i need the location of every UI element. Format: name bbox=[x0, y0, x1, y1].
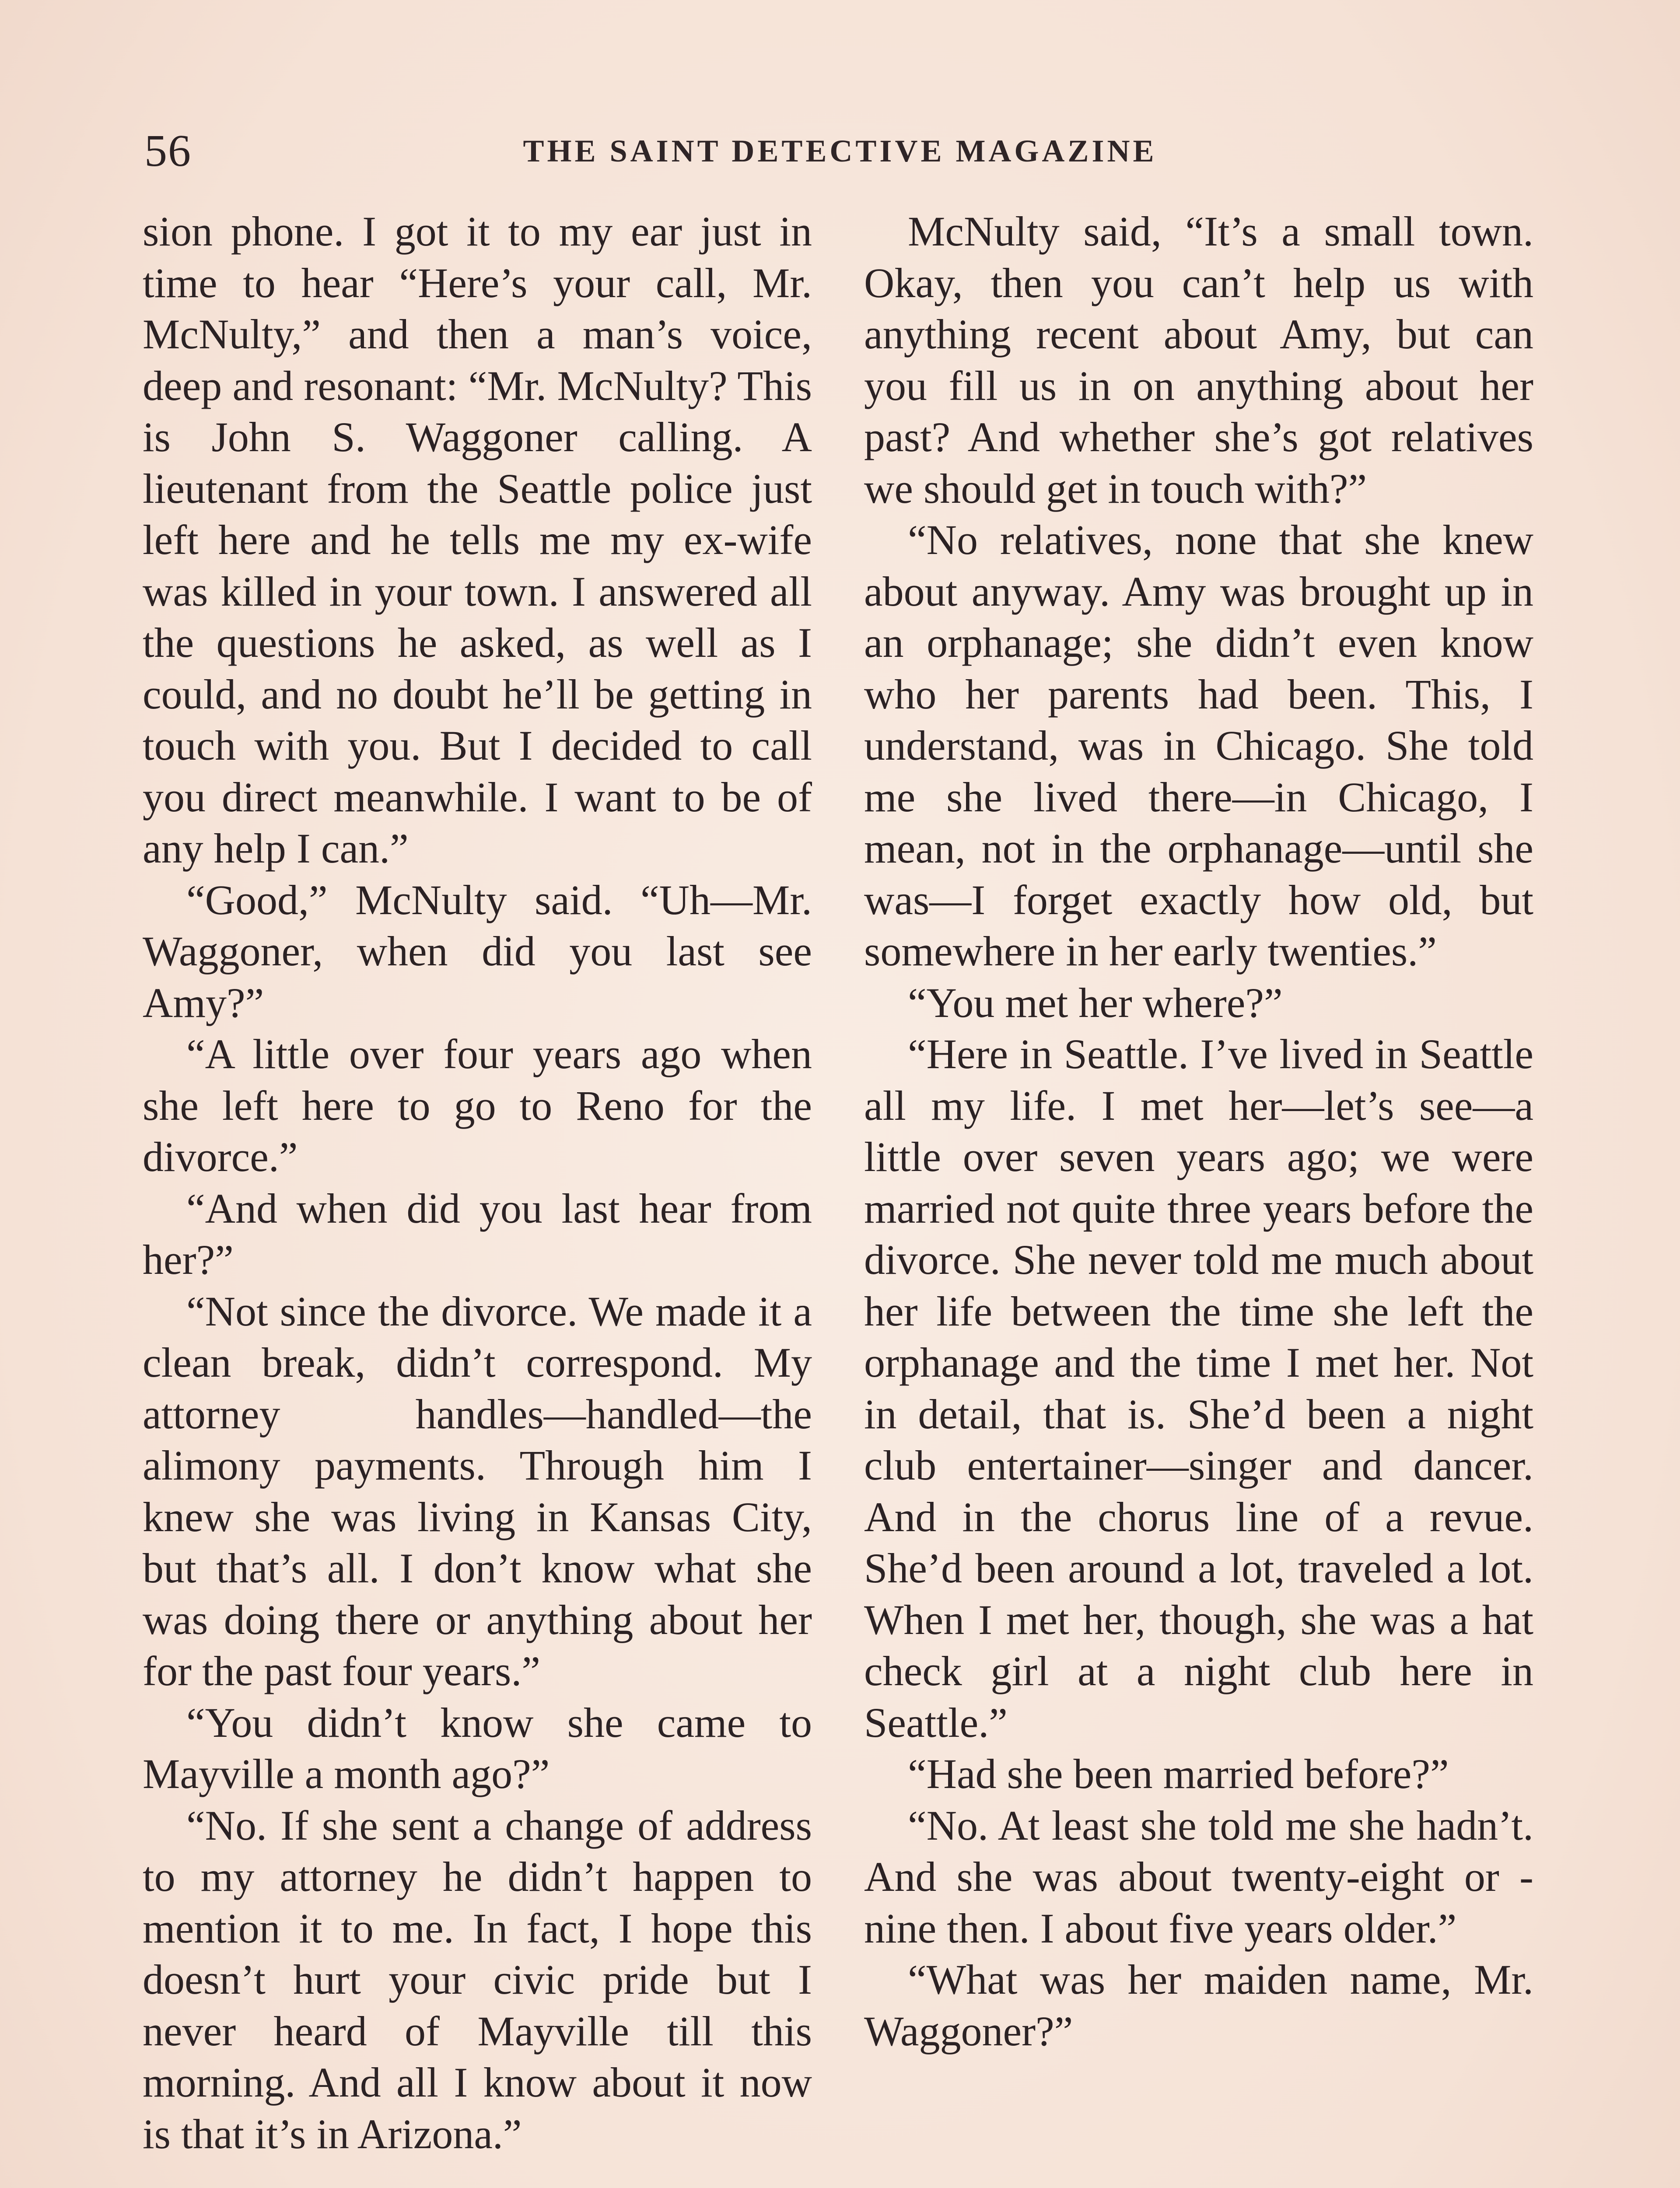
paragraph: “No. At least she told me she hadn’t. And she was about twenty-eight or -nine then. I about five years older.” bbox=[864, 1802, 1533, 1952]
paragraph: “Good,” McNulty said. “Uh—Mr. Waggoner, when did you last see Amy?” bbox=[143, 876, 812, 1026]
page-number: 56 bbox=[144, 126, 192, 176]
paragraph: sion phone. I got it to my ear just in time to hear “Here’s your call, Mr. McNulty,” and then a man’s voice, deep and resonant: “Mr. McNulty? This is John S. Waggoner calling. A lieutenant from the Seattle police just left here and he tells me my ex-wife was killed in your town. I answered all the questions he asked, as well as I could, and no doubt he’ll be getting in touch with you. But I decided to call you direct meanwhile. I want to be of any help I can.” bbox=[143, 208, 812, 872]
right-column bbox=[864, 206, 1533, 2057]
paragraph: McNulty said, “It’s a small town. Okay, then you can’t help us with anything recent about Amy, but can you fill us in on anything about her past? And whether she’s got relatives we should get in touch with?” bbox=[864, 208, 1533, 512]
left-column bbox=[143, 206, 812, 2160]
paragraph: “What was her maiden name, Mr. Waggoner?” bbox=[864, 1956, 1533, 2055]
paragraph: “A little over four years ago when she left here to go to Reno for the divorce.” bbox=[143, 1031, 812, 1180]
paragraph: “Had she been married before?” bbox=[908, 1750, 1449, 1797]
running-head: THE SAINT DETECTIVE MAGAZINE bbox=[523, 133, 1157, 168]
paragraph: “You didn’t know she came to Mayville a month ago?” bbox=[143, 1699, 812, 1797]
page-header bbox=[144, 118, 1536, 184]
paragraph: “And when did you last hear from her?” bbox=[143, 1185, 812, 1283]
paragraph: “No relatives, none that she knew about anyway. Amy was brought up in an orphanage; she didn’t even know who her parents had been. This, I understand, was in Chicago. She told me she lived there—in Chicago, I mean, not in the orphanage—until she was—I forget exactly how old, but somewhere in her early twenties.” bbox=[864, 516, 1533, 975]
paragraph: “No. If she sent a change of address to my attorney he didn’t happen to mention it to me. In fact, I hope this doesn’t hurt your civic pride but I never heard of Mayville till this morning. And all I know about it now is that it’s in Arizona.” bbox=[143, 1802, 812, 2157]
paragraph: “You met her where?” bbox=[908, 979, 1283, 1026]
paragraph: “Not since the divorce. We made it a clean break, didn’t correspond. My attorney handles—handled—the alimony payments. Through him I knew she was living in Kansas City, but that’s all. I don’t know what she was doing there or anything about her for the past four years.” bbox=[143, 1287, 812, 1694]
paragraph: “Here in Seattle. I’ve lived in Seattle all my life. I met her—let’s see—a little over seven years ago; we were married not quite three years before the divorce. She never told me much about her life between the time she left the orphanage and the time I met her. Not in detail, that is. She’d been a night club entertainer—singer and dancer. And in the chorus line of a revue. She’d been around a lot, traveled a lot. When I met her, though, she was a hat check girl at a night club here in Seattle.” bbox=[864, 1031, 1533, 1746]
